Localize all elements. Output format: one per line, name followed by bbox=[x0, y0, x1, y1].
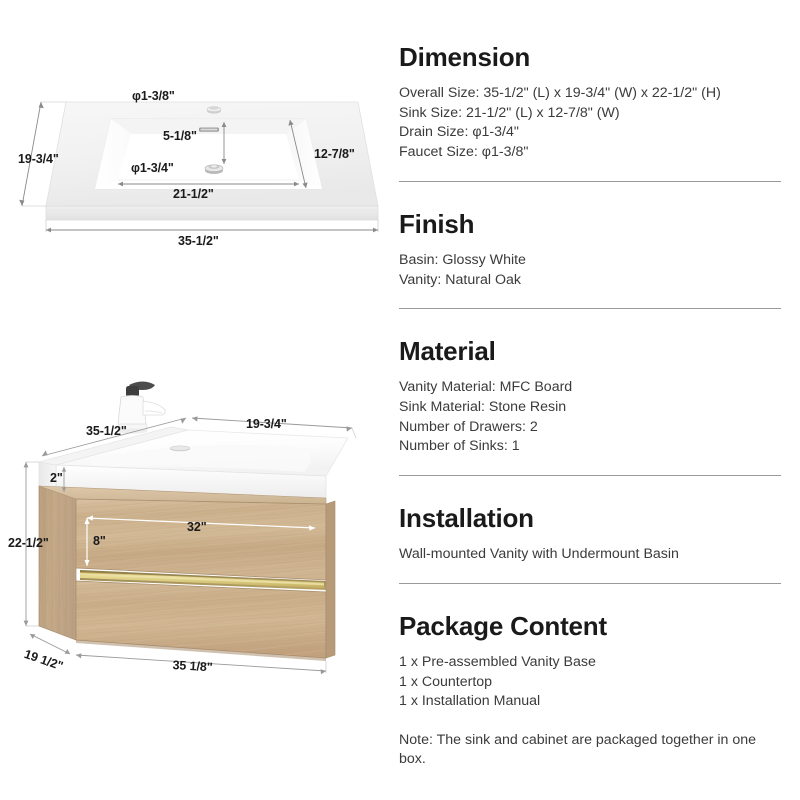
installation-type: Wall-mounted Vanity with Undermount Basin bbox=[399, 546, 679, 563]
faucet-hole-icon bbox=[207, 107, 221, 114]
package-item-countertop: 1 x Countertop bbox=[399, 673, 493, 690]
cabinet-drawer-upper-grain bbox=[76, 499, 326, 580]
vanity-top-depth-label: 19-3/4" bbox=[246, 417, 287, 431]
vanity-counter-thickness-label: 2" bbox=[50, 471, 63, 485]
material-sink: Sink Material: Stone Resin bbox=[399, 399, 567, 416]
vanity-diagram bbox=[8, 368, 390, 688]
countertop-drain-label: φ1-3/4" bbox=[131, 161, 174, 175]
section-installation bbox=[399, 502, 781, 565]
countertop-sink-length-label: 21-1/2" bbox=[173, 187, 214, 201]
countertop-front-edge bbox=[46, 206, 378, 220]
vanity-overall-height-label: 22-1/2" bbox=[8, 536, 49, 550]
package-item-vanity-base: 1 x Pre-assembled Vanity Base bbox=[399, 654, 596, 671]
countertop-diagram bbox=[18, 58, 383, 258]
section-title-dimension: Dimension bbox=[399, 42, 531, 72]
section-title-material: Material bbox=[399, 336, 496, 367]
section-title-installation: Installation bbox=[399, 502, 534, 533]
countertop-overflow-label: 5-1/8" bbox=[163, 129, 197, 143]
dimension-drain-size: Drain Size: φ1-3/4" bbox=[399, 124, 519, 141]
vanity-base-depth-label: 19 1/2" bbox=[22, 647, 65, 674]
finish-basin: Basin: Glossy White bbox=[399, 251, 526, 268]
material-sink-count: Number of Sinks: 1 bbox=[399, 438, 520, 455]
vanity-drain-rim bbox=[170, 446, 190, 451]
section-title-package-content: Package Content bbox=[399, 610, 607, 641]
countertop-overall-length-label: 35-1/2" bbox=[178, 234, 219, 248]
material-drawer-count: Number of Drawers: 2 bbox=[399, 418, 538, 435]
material-vanity: Vanity Material: MFC Board bbox=[399, 379, 573, 396]
vanity-top-length-label: 35-1/2" bbox=[86, 424, 127, 438]
vanity-drawer-width-label: 32" bbox=[187, 520, 207, 534]
countertop-faucet-hole-label: φ1-3/8" bbox=[132, 89, 175, 103]
cabinet-side-grain bbox=[39, 486, 76, 640]
specification-column bbox=[399, 44, 781, 770]
section-material bbox=[399, 338, 781, 457]
cabinet-drawer-lower-grain bbox=[76, 581, 326, 658]
countertop-sink-width-label: 12-7/8" bbox=[314, 147, 355, 161]
finish-vanity: Vanity: Natural Oak bbox=[399, 271, 521, 288]
dimension-overall-size: Overall Size: 35-1/2" (L) x 19-3/4" (W) x 22-1/2" (H) bbox=[399, 85, 721, 102]
section-title-finish: Finish bbox=[399, 208, 475, 239]
overflow-slot-icon bbox=[199, 128, 219, 132]
vanity-base-width-label: 35 1/8" bbox=[172, 658, 213, 675]
cabinet-right-edge bbox=[326, 501, 335, 658]
basin-wall-back bbox=[111, 119, 306, 134]
package-note: Note: The sink and cabinet are packaged together in one box. bbox=[399, 731, 757, 768]
package-item-manual: 1 x Installation Manual bbox=[399, 693, 541, 710]
section-finish bbox=[399, 208, 781, 290]
dimension-sink-size: Sink Size: 21-1/2" (L) x 12-7/8" (W) bbox=[399, 104, 620, 121]
countertop-depth-label: 19-3/4" bbox=[18, 152, 59, 166]
dimension-faucet-size: Faucet Size: φ1-3/8" bbox=[399, 144, 529, 161]
section-dimension bbox=[399, 44, 781, 163]
section-package-content bbox=[399, 610, 781, 770]
drain-icon bbox=[205, 165, 223, 174]
vanity-drawer-height-label: 8" bbox=[93, 534, 106, 548]
